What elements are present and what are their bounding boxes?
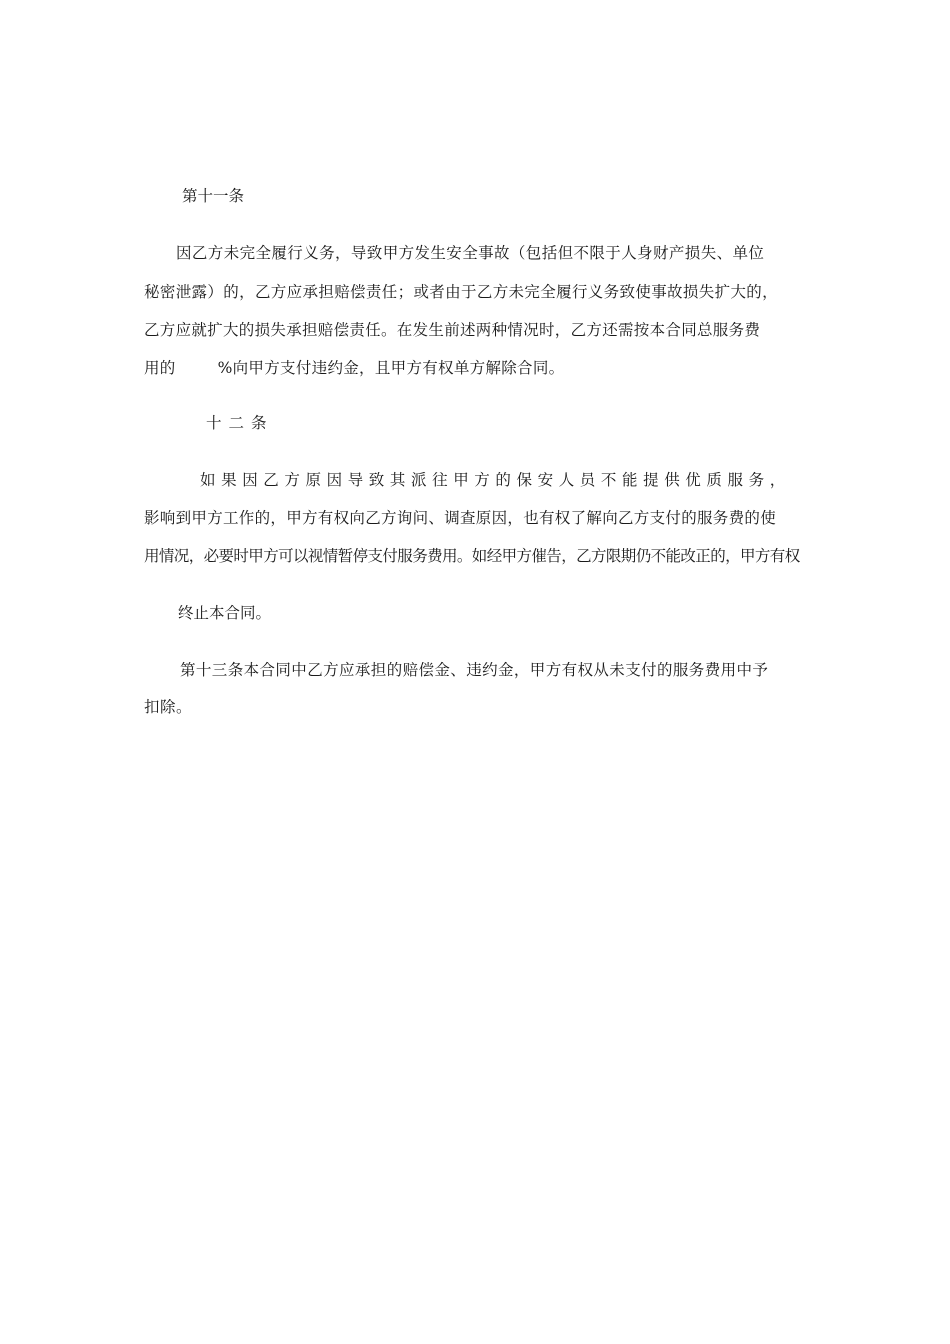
- article-12-line-1: 如果因乙方原因导致其派往甲方的保安人员不能提供优质服务，: [200, 471, 791, 489]
- article-11-line-3: 乙方应就扩大的损失承担赔偿责任。在发生前述两种情况时，乙方还需按本合同总服务费: [144, 321, 761, 339]
- article-13-line-1: 第十三条本合同中乙方应承担的赔偿金、违约金，甲方有权从未支付的服务费用中予: [180, 661, 769, 679]
- article-11-heading: 第十一条: [182, 187, 245, 205]
- article-11-line-2: 秘密泄露）的，乙方应承担赔偿责任；或者由于乙方未完全履行义务致使事故损失扩大的，: [144, 283, 779, 301]
- article-11-line-4: [144, 358, 564, 378]
- article-12-line-3: 用情况，必要时甲方可以视情暂停支付服务费用。如经甲方催告，乙方限期仍不能改正的，甲方有权: [144, 547, 800, 565]
- article-12-line-2: 影响到甲方工作的，甲方有权向乙方询问、调查原因，也有权了解向乙方支付的服务费的使: [144, 509, 777, 527]
- article-11-line-4-prefix: 用的: [144, 359, 176, 377]
- article-11-line-1: 因乙方未完全履行义务，导致甲方发生安全事故（包括但不限于人身财产损失、单位: [176, 244, 765, 262]
- article-13-line-2: 扣除。: [144, 698, 193, 716]
- article-12-heading: 十二条: [206, 414, 274, 432]
- article-12-line-4: 终止本合同。: [178, 604, 272, 622]
- article-11-line-4-suffix: %向甲方支付违约金，且甲方有权单方解除合同。: [217, 359, 565, 377]
